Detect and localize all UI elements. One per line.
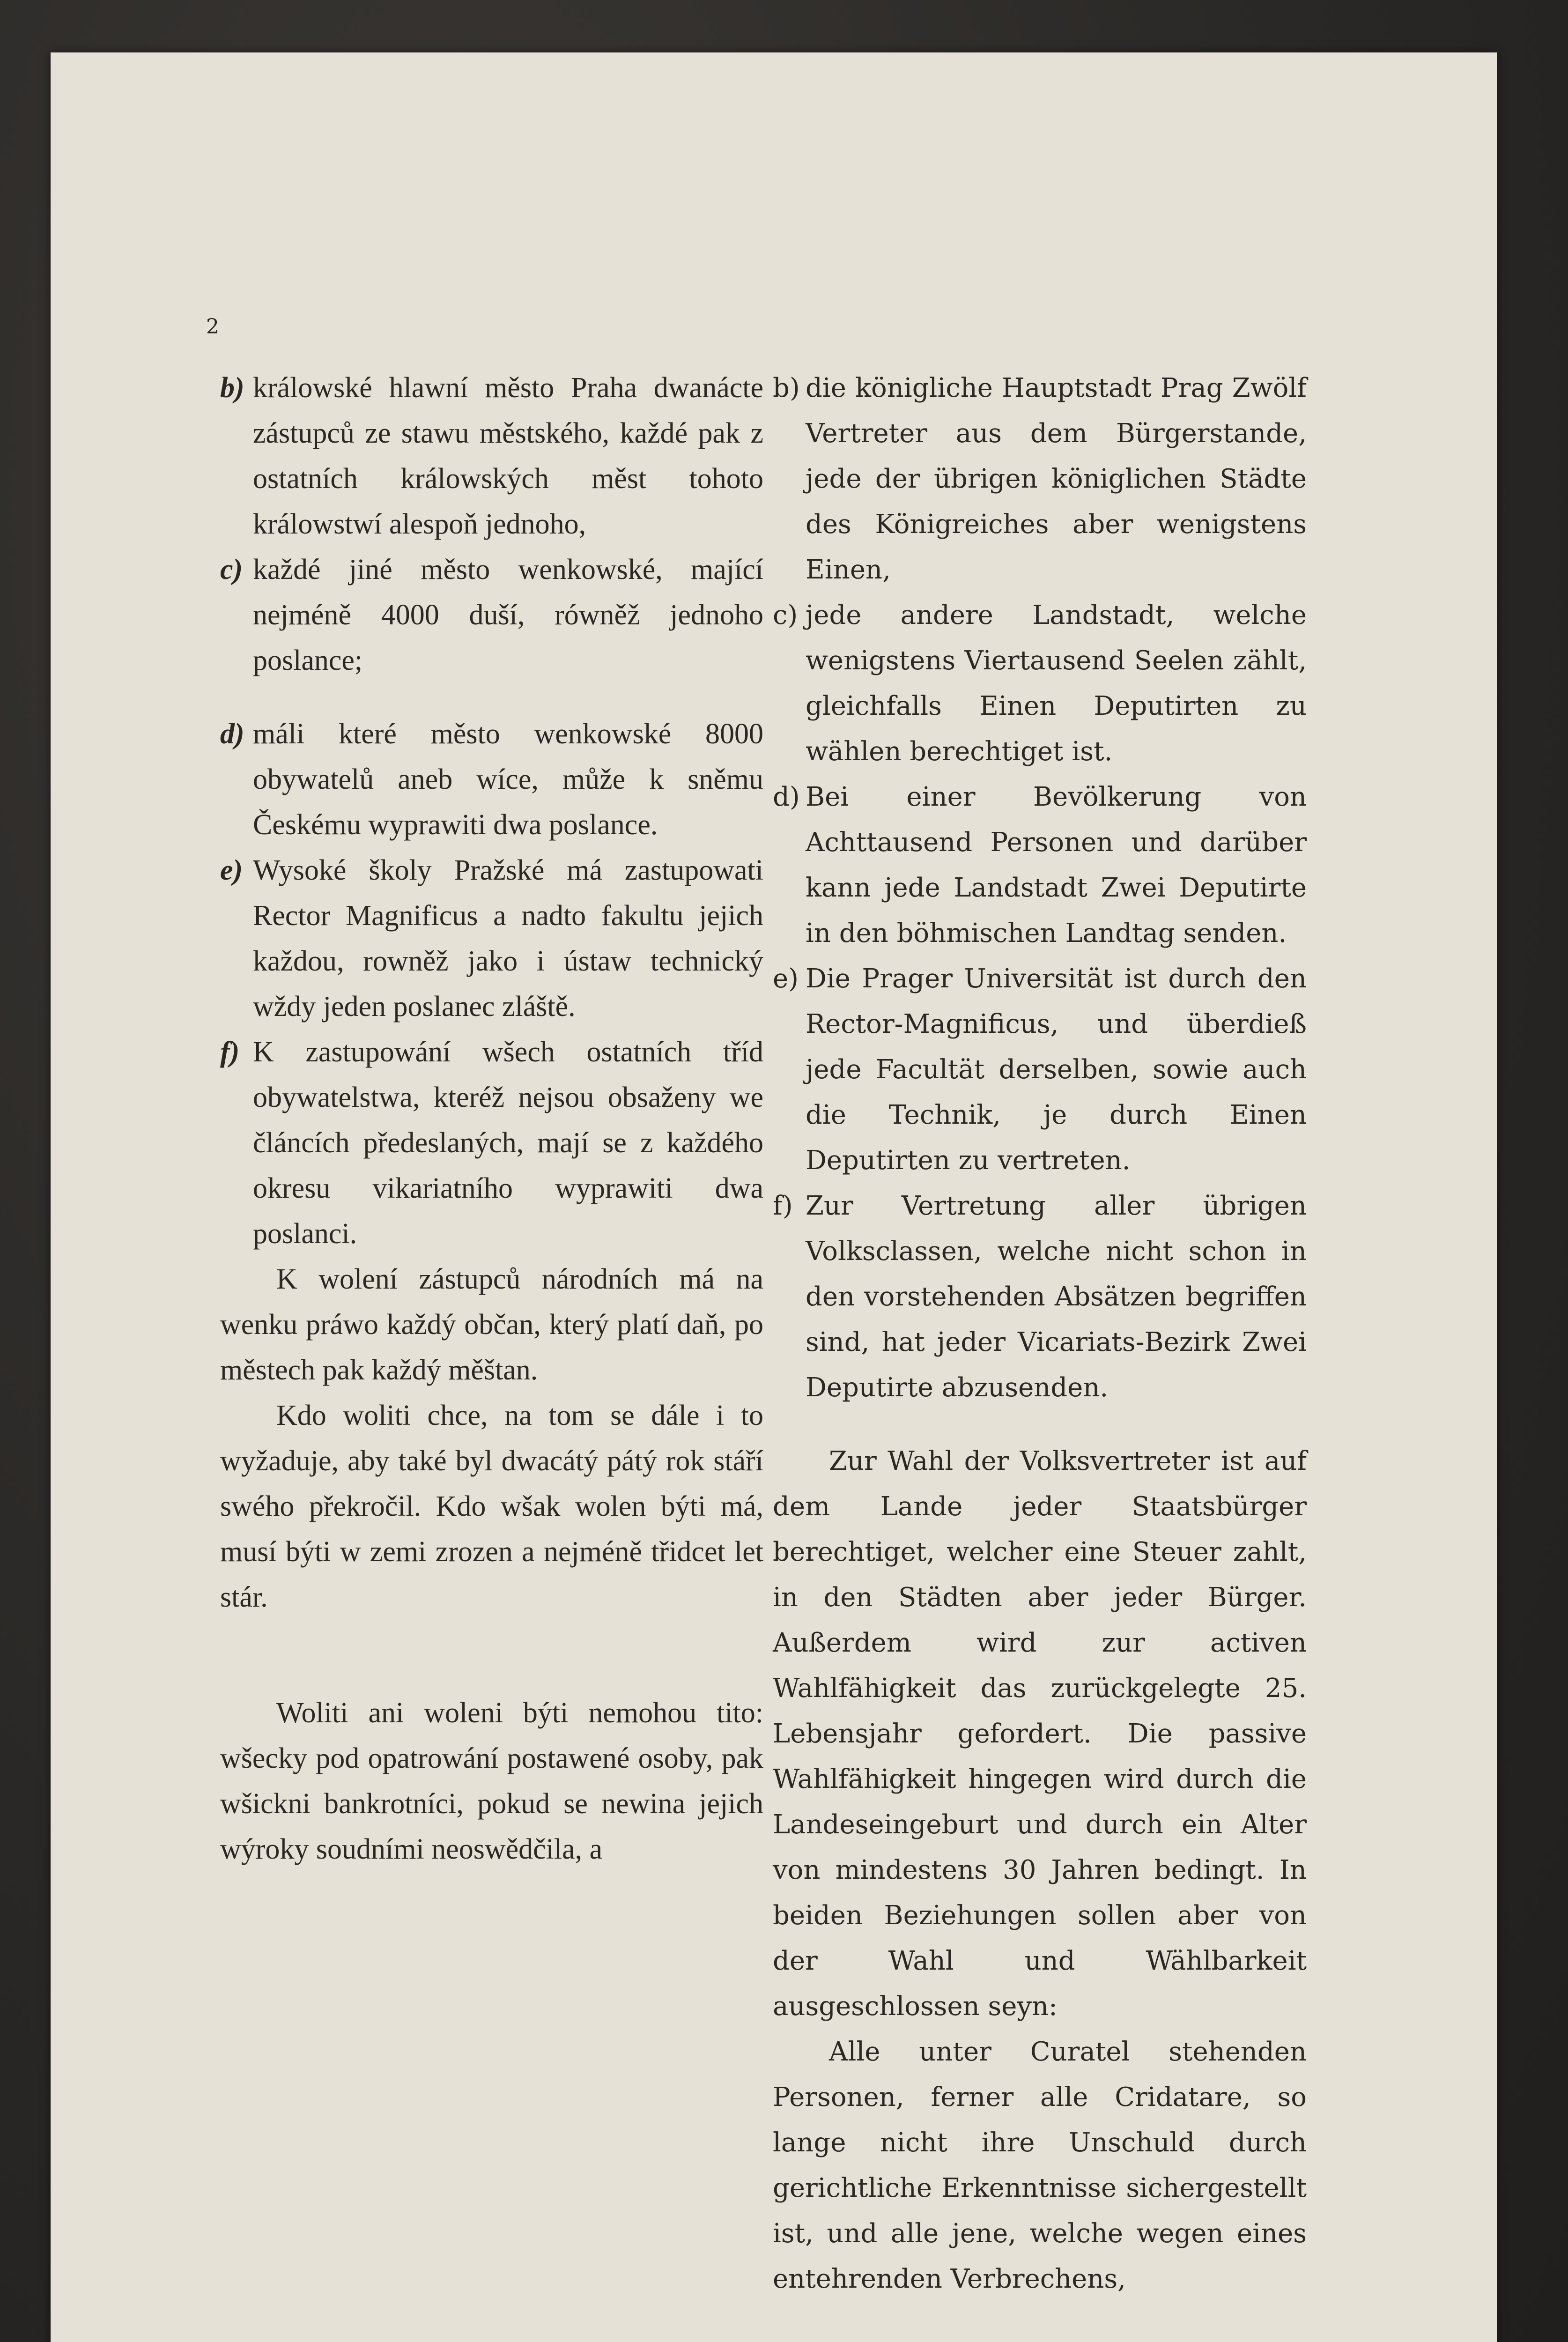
german-marker-d: d) xyxy=(773,782,800,812)
czech-item-b xyxy=(220,365,763,547)
german-para-exclusions: Alle unter Curatel stehenden Personen, ferner alle Cridatare, so lange nicht ihre Unschuld durch gerichtliche Erkenntnisse sichergestellt ist, und alle jene, welche wegen eines entehrenden Verbrechens, xyxy=(773,2037,1307,2294)
czech-para-voting-right: K wolení zástupců národních má na wenku práwo každý občan, který platí daň, po městech pak každý měštan. xyxy=(220,1263,763,1386)
german-item-b xyxy=(773,365,1307,593)
german-item-d xyxy=(773,774,1307,956)
german-text-f: Zur Vertretung aller übrigen Volksclassen, welche nicht schon in den vorstehenden Absätzen begriffen sind, hat jeder Vicariats-Bezirk Zwei Deputirte abzusenden. xyxy=(806,1191,1307,1403)
german-item-c xyxy=(773,593,1307,774)
german-item-f xyxy=(773,1183,1307,1410)
czech-para-eligibility: Kdo woliti chce, na tom se dále i to wyžaduje, aby také byl dwacátý pátý rok stáří swého překročil. Kdo wšak wolen býti má, musí býti w zemi zrozen a nejméně třidcet let stár. xyxy=(220,1400,763,1613)
czech-text-d: máli které město wenkowské 8000 obywatelů aneb wíce, může k sněmu Českému wyprawiti dwa poslance. xyxy=(253,718,763,841)
german-marker-f: f) xyxy=(773,1191,793,1221)
czech-marker-b: b) xyxy=(220,372,244,404)
german-text-c: jede andere Landstadt, welche wenigstens Viertausend Seelen zählt, gleichfalls Einen Deputirten zu wählen berechtiget ist. xyxy=(806,600,1307,767)
german-item-e xyxy=(773,956,1307,1183)
czech-item-f xyxy=(220,1030,763,1257)
czech-marker-c: c) xyxy=(220,554,243,586)
german-text-d: Bei einer Bevölkerung von Achttausend Personen und darüber kann jede Landstadt Zwei Deputirte in den böhmischen Landtag senden. xyxy=(806,782,1307,949)
czech-item-e xyxy=(220,848,763,1030)
czech-marker-e: e) xyxy=(220,854,243,886)
page-number: 2 xyxy=(206,315,219,339)
czech-text-c: každé jiné město wenkowské, mající nejméně 4000 duší, równěž jednoho poslance; xyxy=(253,554,763,676)
czech-item-c xyxy=(220,547,763,683)
czech-marker-f: f) xyxy=(220,1036,240,1068)
german-para-voting-right: Zur Wahl der Volksvertreter ist auf dem Lande jeder Staatsbürger berechtiget, welcher eine Steuer zahlt, in den Städten aber jeder Bürger. Außerdem wird zur activen Wahlfähigkeit das zurückgelegte 25. Lebensjahr gefordert. Die passive Wahlfähigkeit hingegen wird durch die Landeseingeburt und durch ein Alter von mindestens 30 Jahren bedingt. In beiden Beziehungen sollen aber von der Wahl und Wählbarkeit ausgeschlossen seyn: xyxy=(773,1446,1307,2022)
german-column xyxy=(773,365,1307,2302)
german-text-b: die königliche Hauptstadt Prag Zwölf Vertreter aus dem Bürgerstande, jede der übrigen königlichen Städte des Königreiches aber wenigstens Einen, xyxy=(806,373,1307,585)
czech-para-exclusions: Woliti ani woleni býti nemohou tito: wšecky pod opatrowání postawené osoby, pak wšickni bankrotníci, pokud se newina jejich wýroky soudními neoswědčila, a xyxy=(220,1697,763,1865)
german-marker-e: e) xyxy=(773,963,799,994)
german-text-e: Die Prager Universität ist durch den Rector-Magnificus, und überdieß jede Facultät derselben, sowie auch die Technik, je durch Einen Deputirten zu vertreten. xyxy=(806,963,1307,1176)
czech-text-e: Wysoké školy Pražské má zastupowati Rector Magnificus a nadto fakultu jejich každou, rowněž jako i ústaw technický wždy jeden poslanec zláště. xyxy=(253,854,763,1023)
czech-text-f: K zastupowání wšech ostatních tříd obywatelstwa, kteréž nejsou obsaženy we článcích předeslaných, mají se z každého okresu vikariatního wyprawiti dwa poslanci. xyxy=(253,1036,763,1250)
german-marker-b: b) xyxy=(773,373,800,403)
czech-marker-d: d) xyxy=(220,718,244,750)
czech-text-b: králowské hlawní město Praha dwanácte zástupců ze stawu městského, každé pak z ostatních králowských měst tohoto králowstwí alespoň jednoho, xyxy=(253,372,763,540)
czech-item-d xyxy=(220,711,763,848)
german-marker-c: c) xyxy=(773,600,798,630)
czech-column xyxy=(220,365,763,1872)
